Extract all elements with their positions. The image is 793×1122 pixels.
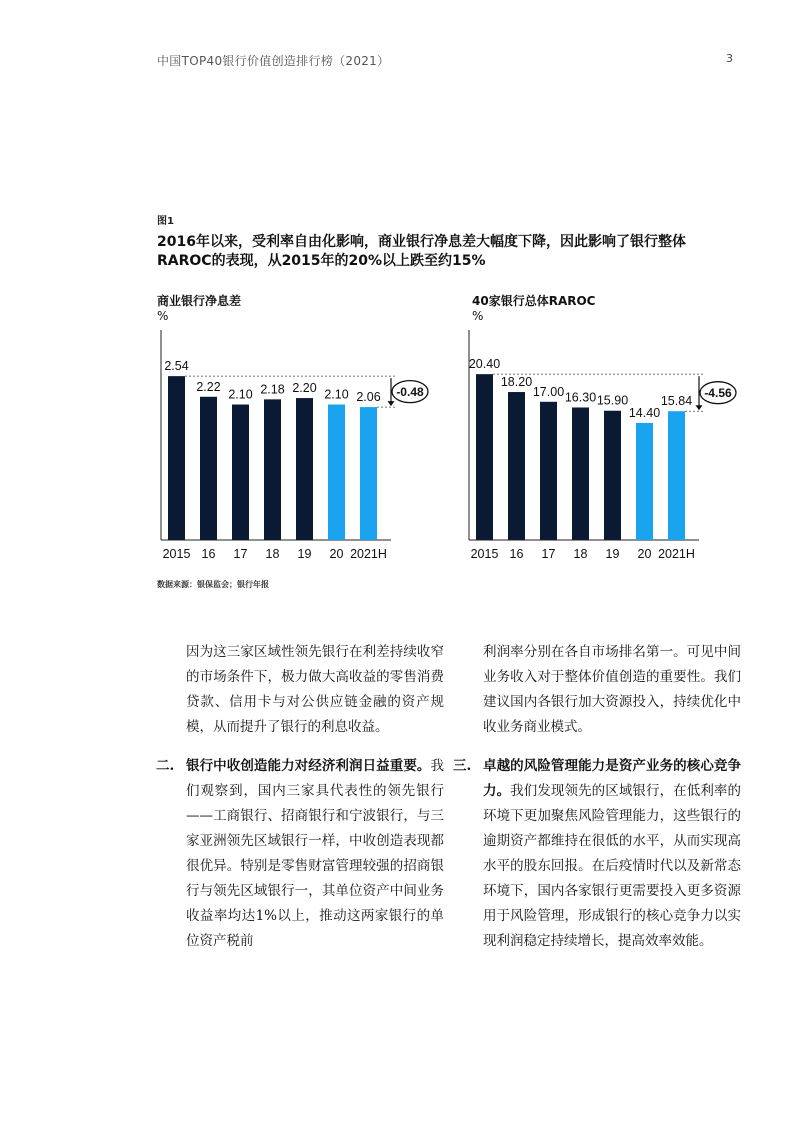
section-3-heading: 卓越的风险管理能力是资产业务的核心竞争力。 xyxy=(483,758,741,799)
page-number: 3 xyxy=(726,52,733,65)
chart-value-label: 2.22 xyxy=(196,379,221,394)
chart-value-label: 20.40 xyxy=(468,357,501,372)
chart-1-unit: % xyxy=(157,309,169,323)
section-3-paragraph xyxy=(483,754,741,954)
chart-bar xyxy=(360,407,377,540)
section-2-number: 二. xyxy=(156,758,175,774)
section-2 xyxy=(156,754,444,954)
chart-value-label: 16.30 xyxy=(564,390,597,405)
chart-1-title: 商业银行净息差 xyxy=(157,294,242,308)
chart-bar xyxy=(572,407,589,540)
chart-category-label: 16 xyxy=(201,547,216,561)
right-column xyxy=(453,640,742,954)
header-title: 中国TOP40银行价值创造排行榜（2021） xyxy=(157,54,390,68)
chart-delta-label: -0.48 xyxy=(396,385,424,400)
chart-category-label: 19 xyxy=(297,547,312,561)
chart-value-label: 14.40 xyxy=(628,405,661,420)
figure-title: 2016年以来，受利率自由化影响，商业银行净息差大幅度下降，因此影响了银行整体RAROC的表现，从2015年的20%以上跌至约15% xyxy=(157,234,686,269)
chart-category-label: 17 xyxy=(541,547,556,561)
chart-bar xyxy=(636,423,653,540)
chart-category-label: 2015 xyxy=(162,547,191,561)
chart-value-label: 2.18 xyxy=(260,382,285,397)
chart-category-label: 18 xyxy=(573,547,588,561)
chart-2-unit: % xyxy=(472,309,484,323)
chart-value-label: 2.20 xyxy=(292,381,317,396)
chart-bar xyxy=(508,392,525,540)
chart-raroc xyxy=(465,330,765,570)
section-2-text: 我们观察到，国内三家具代表性的领先银行——工商银行、招商银行和宁波银行，与三家亚洲领先区域银行一样，中收创造表现都很优异。特别是零售财富管理较强的招商银行与领先区域银行一，其单位资产中间业务收益率均达1%以上，推动这两家银行的单位资产税前 xyxy=(186,758,444,949)
chart-bar xyxy=(296,398,313,540)
chart-category-label: 20 xyxy=(637,547,652,561)
chart-bar xyxy=(328,405,345,540)
chart-value-label: 15.84 xyxy=(660,394,693,409)
section-3 xyxy=(453,754,742,954)
chart-category-label: 2015 xyxy=(470,547,499,561)
chart-value-label: 18.20 xyxy=(500,375,533,390)
section-3-text: 我们发现领先的区域银行，在低利率的环境下更加聚焦风险管理能力，这些银行的逾期资产都维持在很低的水平，从而实现高水平的股东回报。在后疫情时代以及新常态环境下，国内各家银行更需要投入更多资源用于风险管理，形成银行的核心竞争力以实现利润稳定持续增长，提高效率效能。 xyxy=(483,783,742,949)
chart-bar xyxy=(200,397,217,540)
chart-bar xyxy=(604,411,621,540)
chart-2-title: 40家银行总体RAROC xyxy=(472,294,596,308)
chart-bar xyxy=(476,374,493,540)
chart-value-label: 2.06 xyxy=(356,390,381,405)
chart-net-interest-margin xyxy=(157,330,457,570)
section-2-paragraph xyxy=(186,754,444,954)
chart-delta-arrowhead xyxy=(696,405,703,410)
chart-value-label: 2.54 xyxy=(164,359,189,374)
section-3-number: 三. xyxy=(453,758,472,774)
chart-category-label: 16 xyxy=(509,547,524,561)
left-intro-paragraph: 因为这三家区域性领先银行在利差持续收窄的市场条件下，极力做大高收益的零售消费贷款、信用卡与对公供应链金融的资产规模，从而提升了银行的利息收益。 xyxy=(186,644,444,735)
section-2-heading: 银行中收创造能力对经济利润日益重要。 xyxy=(186,758,431,774)
right-intro-paragraph: 利润率分别在各自市场排名第一。可见中间业务收入对于整体价值创造的重要性。我们建议国内各银行加大资源投入，持续优化中收业务商业模式。 xyxy=(483,644,741,735)
chart-value-label: 17.00 xyxy=(532,384,565,399)
chart-category-label: 2021H xyxy=(350,547,387,561)
chart-value-label: 2.10 xyxy=(324,387,349,402)
chart-bar xyxy=(232,405,249,540)
source-note: 数据来源：银保监会；银行年报 xyxy=(157,580,269,589)
chart-category-label: 17 xyxy=(233,547,248,561)
chart-bar xyxy=(668,411,685,540)
chart-delta-arrowhead xyxy=(388,401,395,406)
chart-delta-label: -4.56 xyxy=(704,386,732,401)
chart-bar xyxy=(264,399,281,540)
chart-value-label: 15.90 xyxy=(596,393,629,408)
chart-category-label: 18 xyxy=(265,547,280,561)
figure-label: 图1 xyxy=(157,216,174,227)
left-column xyxy=(156,640,444,954)
chart-value-label: 2.10 xyxy=(228,387,253,402)
chart-category-label: 2021H xyxy=(658,547,695,561)
chart-category-label: 20 xyxy=(329,547,344,561)
chart-bar xyxy=(168,376,185,540)
chart-bar xyxy=(540,402,557,540)
chart-category-label: 19 xyxy=(605,547,620,561)
